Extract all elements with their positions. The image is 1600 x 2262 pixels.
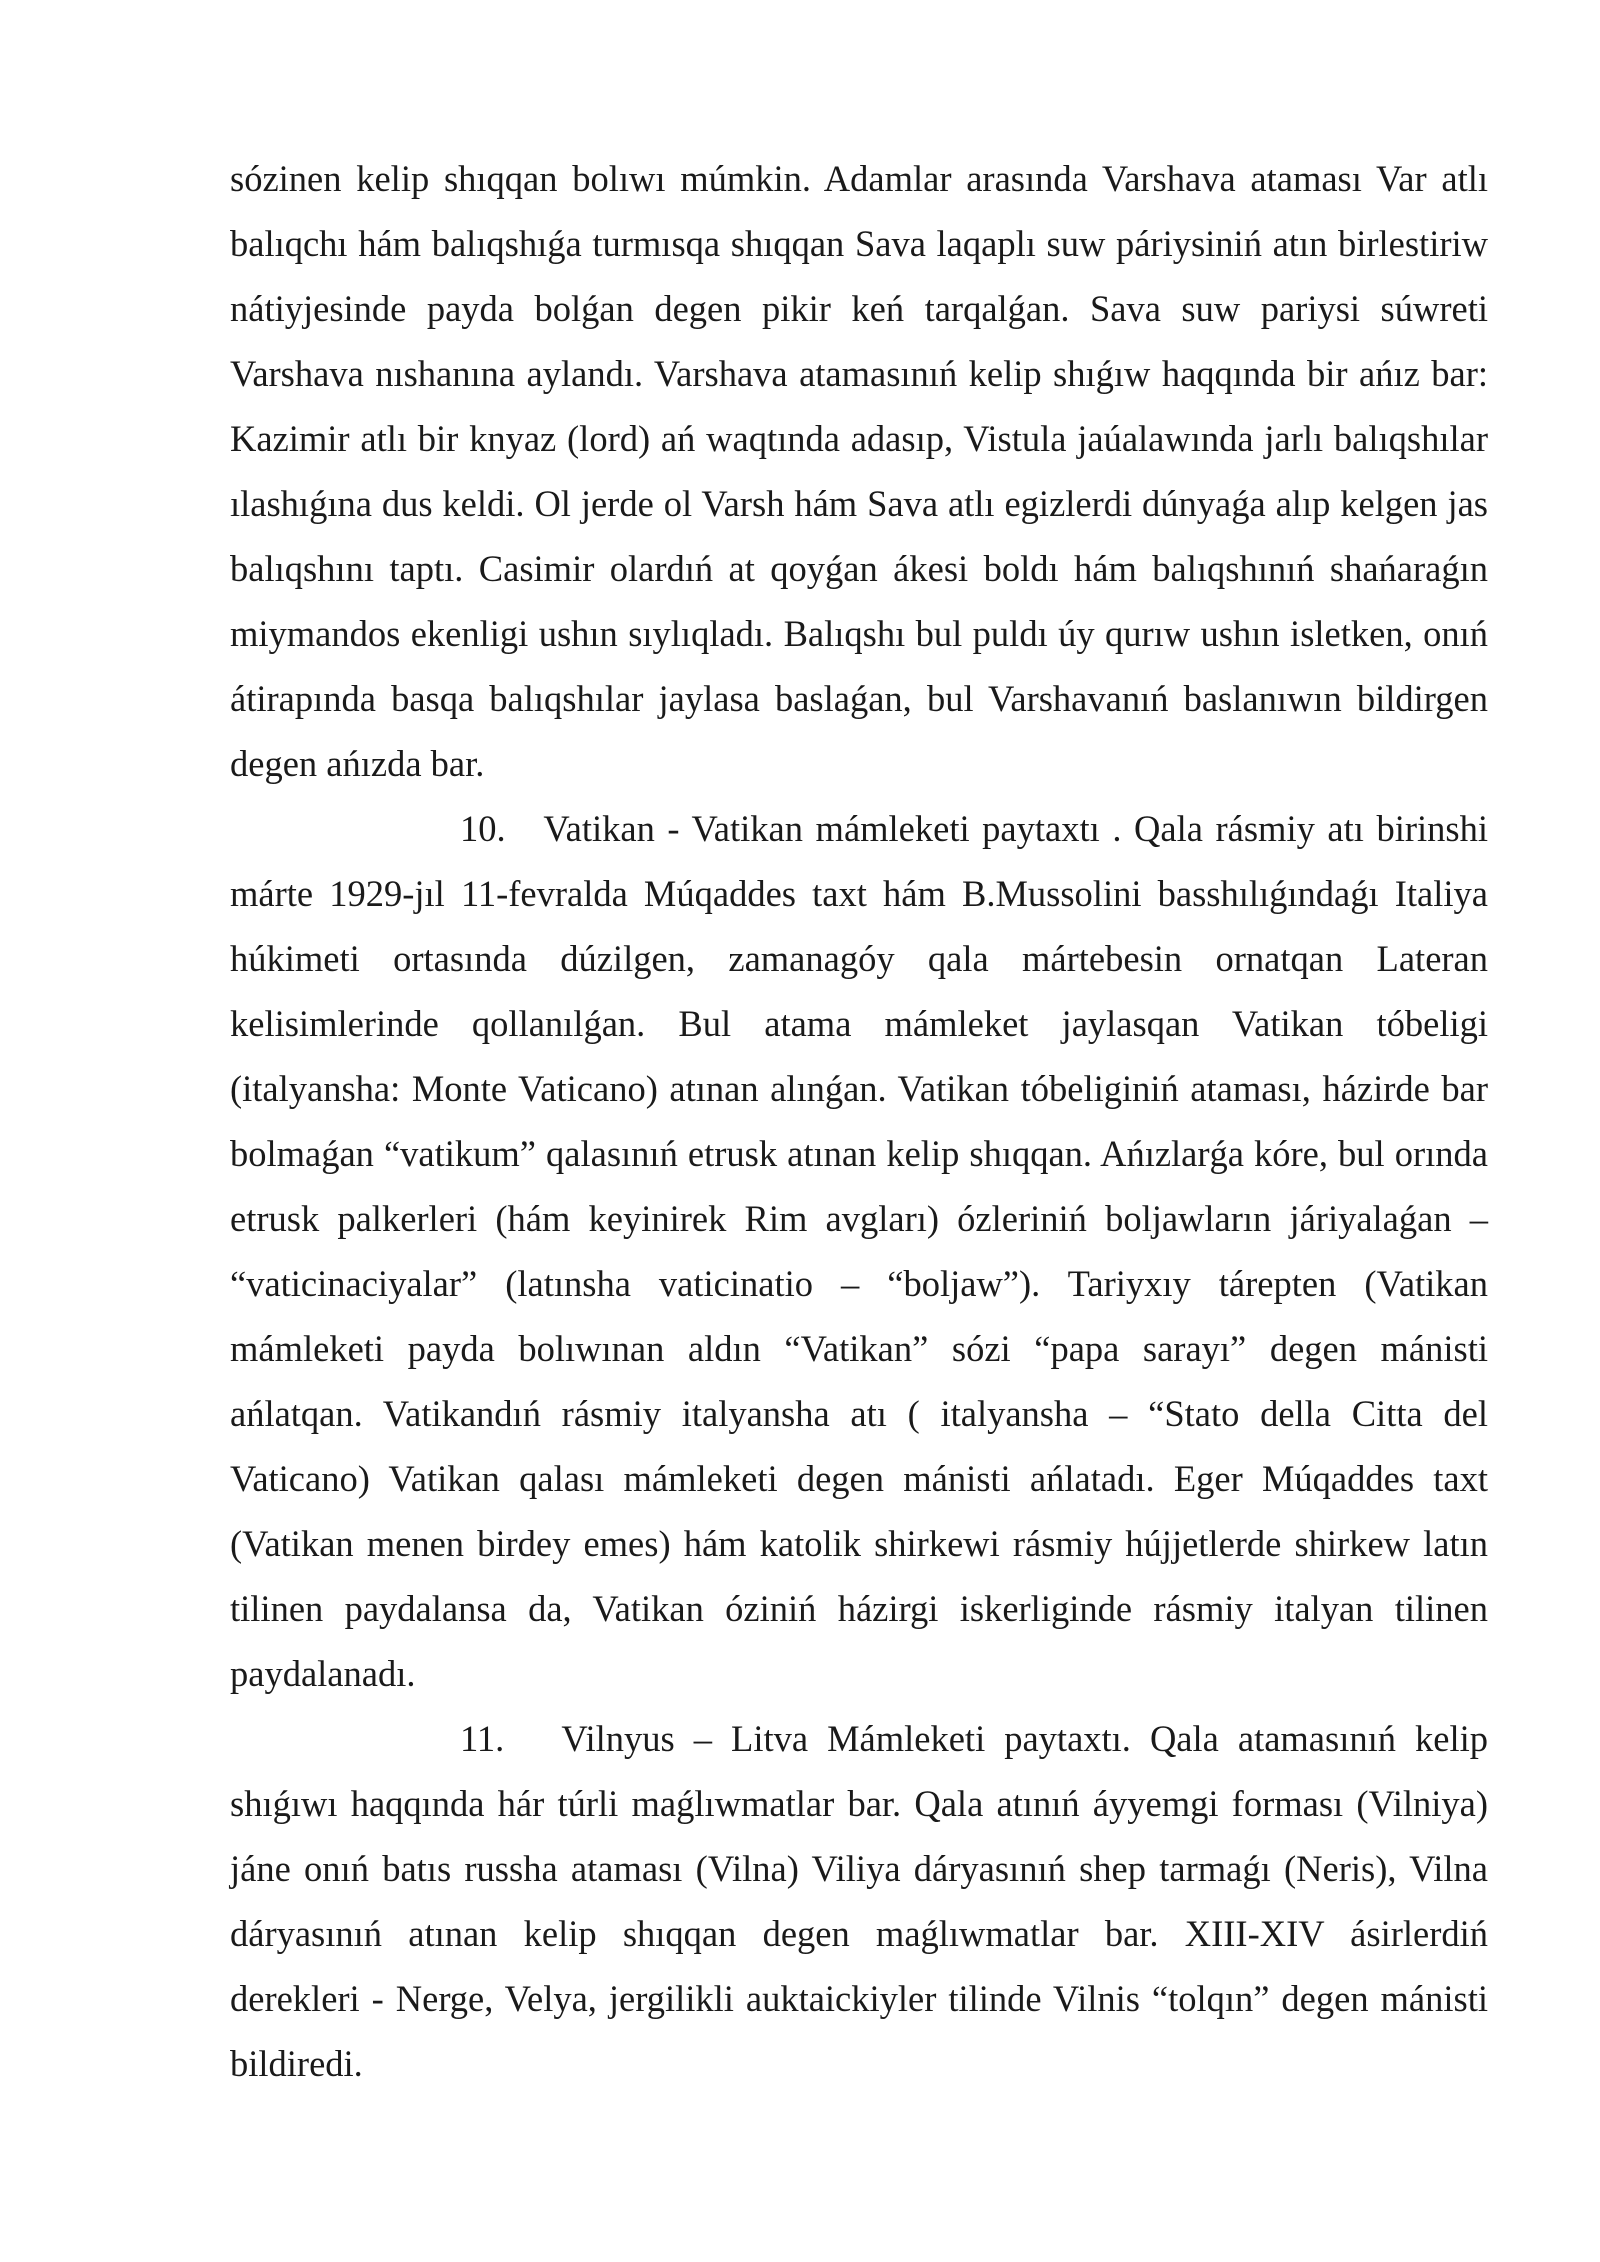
paragraph-text: Vilnyus – Litva Mámleketi paytaxtı. Qala atamasınıń kelip shıǵıwı haqqında hár túrli maǵlıwmatlar bar. Qala atınıń áyyemgi forması (Vilniya) jáne onıń batıs russha ataması (Vilna) Viliya dáryasınıń shep tarmaǵı (Neris), Vilna dáryasınıń atınan kelip shıqqan degen maǵlıwmatlar bar. XIII-XIV ásirlerdiń derekleri - Nerge, Velya, jergilikli auktaickiyler tilinde Vilnis “tolqın” degen mánisti bildiredi. bbox=[230, 1718, 1488, 2084]
paragraph-text: Vatikan - Vatikan mámleketi paytaxtı . Qala rásmiy atı birinshi márte 1929-jıl 11-fevralda Múqaddes taxt hám B.Mussolini basshılıǵındaǵı Italiya húkimeti ortasında dúzilgen, zamanagóy qala mártebesin ornatqan Lateran kelisimlerinde qollanılǵan. Bul atama mámleket jaylasqan Vatikan tóbeligi (italyansha: Monte Vaticano) atınan alınǵan. Vatikan tóbeliginiń ataması, házirde bar bolmaǵan “vatikum” qalasınıń etrusk atınan kelip shıqqan. Ańızlarǵa kóre, bul orında etrusk palkerleri (hám keyinirek Rim avgları) ózleriniń boljawların járiyalaǵan – “vaticinaciyalar” (latınsha vaticinatio – “boljaw”). Tariyxıy tárepten (Vatikan mámleketi payda bolıwınan aldın “Vatikan” sózi “papa sarayı” degen mánisti ańlatqan. Vatikandıń rásmiy italyansha atı ( italyansha – “Stato della Citta del Vaticano) Vatikan qalası mámleketi degen mánisti ańlatadı. Eger Múqaddes taxt (Vatikan menen birdey emes) hám katolik shirkewi rásmiy hújjetlerde shirkew latın tilinen paydalansa da, Vatikan óziniń házirgi iskerliginde rásmiy italyan tilinen paydalanadı. bbox=[230, 808, 1488, 1694]
paragraph-number: 11. bbox=[460, 1718, 505, 1759]
paragraph-number: 10. bbox=[460, 808, 506, 849]
paragraph-vilnyus bbox=[230, 1706, 1488, 2096]
paragraph-text: sózinen kelip shıqqan bolıwı múmkin. Adamlar arasında Varshava ataması Var atlı balıqchı hám balıqshıǵa turmısqa shıqqan Sava laqaplı suw páriysiniń atın birlestiriw nátiyjesinde payda bolǵan degen pikir keń tarqalǵan. Sava suw pariysi súwreti Varshava nıshanına aylandı. Varshava atamasınıń kelip shıǵıw haqqında bir ańız bar: Kazimir atlı bir knyaz (lord) ań waqtında adasıp, Vistula jaúalawında jarlı balıqshılar ılashıǵına dus keldi. Ol jerde ol Varsh hám Sava atlı egizlerdi dúnyaǵa alıp kelgen jas balıqshını taptı. Casimir olardıń at qoyǵan ákesi boldı hám balıqshınıń shańaraǵın miymandos ekenligi ushın sıylıqladı. Balıqshı bul puldı úy qurıw ushın isletken, onıń átirapında basqa balıqshılar jaylasa baslaǵan, bul Varshavanıń baslanıwın bildirgen degen ańızda bar. bbox=[230, 158, 1488, 784]
document-page bbox=[230, 146, 1488, 2096]
paragraph-varshava bbox=[230, 146, 1488, 796]
paragraph-vatikan bbox=[230, 796, 1488, 1706]
